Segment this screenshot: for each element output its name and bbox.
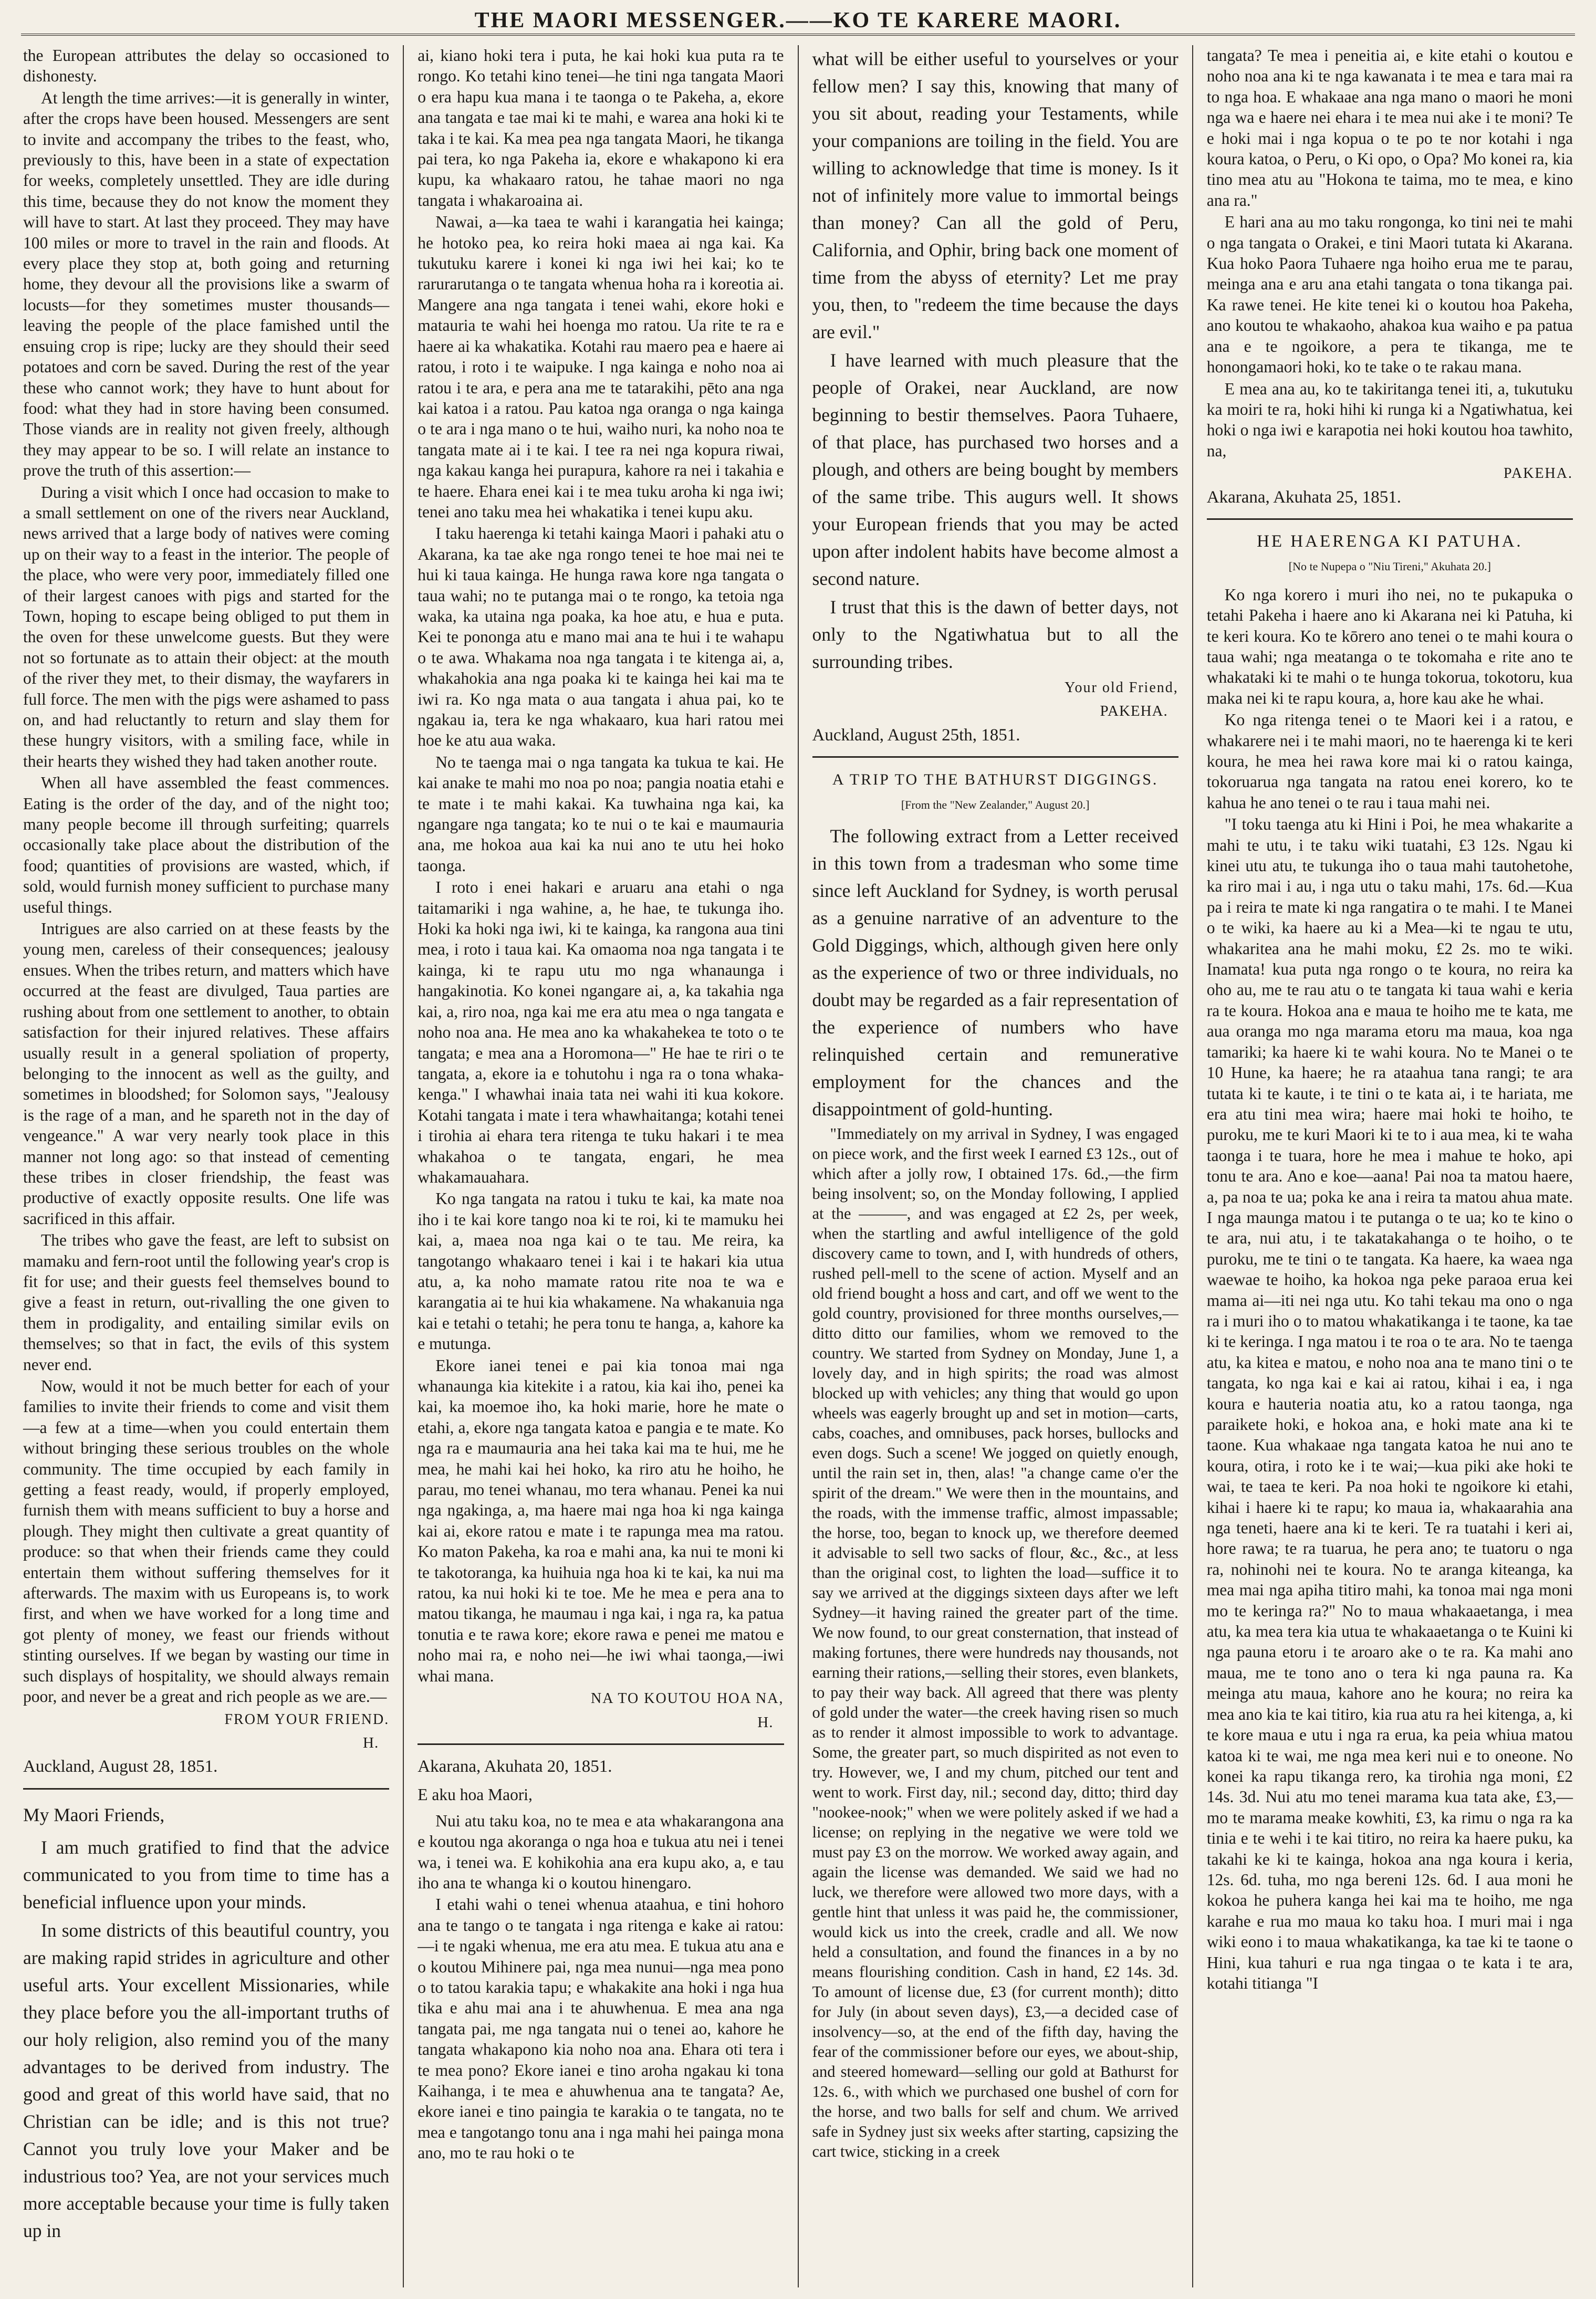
paragraph: I trust that this is the dawn of better days, not only to the Ngatiwhatua but to all the surrounding tribes. — [812, 597, 1178, 672]
paragraph: Now, would it not be much better for each of your families to invite their friends to come and visit them—a few at a time—when you could entertain them without bringing these serious troubles on the whole community. The time occupied by each family in getting a feast ready, would, if properly employed, furnish them with means sufficient to buy a horse and plough. They might then cultivate a great quantity of produce: so that when their friends came they could entertain them without suffering themselves for it afterwards. The maxim with us Europeans is, to work first, and when we have worked for a long time and got plenty of money, we feast our friends without stinting ourselves. If we began by wasting our time in such displays of hospitality, we should always remain poor, and never be a great and rich people as we are.— — [23, 1377, 390, 1706]
paragraph: Ko nga korero i muri iho nei, no te pukapuka o tetahi Pakeha i haere ano ki Akarana nei ki Patuha, ki te keri koura. Ko te kōrero ano tenei o te mahi koura o taua wahi; nga meatanga o te tokomaha e rite ano te whakataki ki te mahi o te hunga tokorua, tokotoru, kua maka nei ki te rapu koura, a, hore kau ake he whai. — [1206, 585, 1573, 707]
dateline: Auckland, August 28, 1851. — [23, 1757, 218, 1776]
dateline: Akarana, Akuhata 20, 1851. — [418, 1757, 612, 1776]
salutation: My Maori Friends, — [23, 1804, 165, 1825]
paragraph: tangata? Te mea i peneitia ai, e kite etahi o koutou e noho noa ana ki te nga kawanata i te mea e tara mai ra to nga hoa. E whakaae ana nga mano o maori he moni nga wa e haere nei ehara i te mea nui ake i te moni? Te e hoki mai i nga kopua o te po te nor kotahi i nga koura katoa, o Peru, o Ki opo, o Opa? Mo konei ra, kia tino mea atu au "Hokona te taima, mo te mea, e kino ana ra." — [1206, 46, 1573, 210]
paragraph: During a visit which I once had occasion to make to a small settlement on one of the rivers near Auckland, news arrived that a large body of natives were coming up on their way to a feast in the interior. The people of the place, who were very poor, immediately filled one of their largest canoes with pigs and started for the Town, hoping to escape being obliged to put them in the oven for these unwelcome guests. But they were not so fortunate as to attain their object: at the mouth of the river they met, to their dismay, the wayfarers in full force. The men with the pigs were ashamed to pass on, and had reluctantly to return and slay them for these hungry visitors, with a smiling face, while in their hearts they wished they had taken another route. — [23, 483, 390, 770]
paragraph: The tribes who gave the feast, are left to subsist on mamaku and fern-root until the following year's crop is fit for use; and their guests feel themselves bound to give a feast in return, out-rivalling the one given to them in prodigality, and entailing similar evils on themselves; so that in fact, the evils of this system never end. — [23, 1231, 390, 1374]
columns — [21, 45, 1575, 2287]
signature-name: H. — [757, 1713, 774, 1731]
signature: FROM YOUR FRIEND. — [224, 1711, 390, 1728]
paragraph: I roto i enei hakari e aruaru ana etahi o nga taitamariki i nga wahine, a, he hae, te tukunga iho. Hoki ka hoki nga iwi, ki te kainga, ka rangona aua tini mea, i roto i taua kai. Ka omaoma noa nga tangata i te kainga, ki te rapu utu mo nga whanaunga i hangakinotia. Ko konei ngangare ai, a, ka takahia nga kai, a, riro noa, nga kai me era atu mea o nga tangata e noho noa ana. He mea ano ka whakahekea te toto o te tangata; e mea ana a Horomona—" He hae te riri o te tangata, a, ekore ia e tohutohu i nga ra o tona whaka-kenga." I whawhai inaia tata nei wahi iti kua kokore. Kotahi tangata i mate i tera whawhaitanga; kotahi tenei i tirohia ai ehara tera ritenga te tuku hakari i te mea whakahoa o te tangata, engari, he mea whakamauahara. — [418, 878, 784, 1186]
paragraph: E hari ana au mo taku rongonga, ko tini nei te mahi o nga tangata o Orakei, e tini Maori tutata ki Akarana. Kua hoko Paora Tuhaere nga hoiho erua me te parau, meinga ana e aru ana etahi tangata o tona tikanga pai. Ka rawe tenei. He kite tenei ki o koutou hoa Pakeha, ano koutou te whakaoho, ahakoa kua waiho e pa patua ana e te ngoikore, a pera te tikanga, me te honongamaori hoki, ko te take o te rakau mana. — [1206, 213, 1573, 377]
paragraph: I etahi wahi o tenei whenua ataahua, e tini hohoro ana te tango o te tangata i nga ritenga e kake ai ratou:—i te ngaki whenua, me era atu mea. E tukua atu ana e o koutou Mihinere pai, nga mea nunui—nga mea pono o to tatou karakia tapu; e whakakite ana hoki i nga hua tika e ahu mai ana i te ahuwhenua. E mea ana nga tangata pai, me nga tangata nui o tenei ao, kahore he tangata whakapono kia noho noa ana. Ehara oti tera i te mea pono? Ekore ianei e tino aroha ngakau ki tona Kaihanga, i te mea e ahuwhenua ana te tangata? Ae, ekore ianei e tino paingia te karakia o te tangata, no te mea e tangotango tonu ana i nga mahi hei painga mona ano, mo te rau hoki o te — [418, 1895, 784, 2162]
paragraph: Nawai, a—ka taea te wahi i karangatia hei kainga; he hotoko pea, ko reira hoki maea ai nga kai. Ka tukutuku karere i konei ki nga iwi hei kai; ko te rarurarutanga o te tangata whenua hoha ra i koreotia ai. Mangere ana nga tangata i tenei wahi, ekore hoki e matauria te wahi hei hoenga mo ratou. Ua rite te ra e haere ai ka whakatika. Kotahi rau maero pea e haere ai ratou, i roto i te waipuke. I nga kainga e noho noa ai ratou i te ara, e pera ana me te tatarakihi, pēto ana nga kai katoa i a ratou. Pau katoa nga oranga o nga kainga o te ara i nga mano o te hui, waiho nuri, ka noho noa te tangata mate ai i te kai. I tee ra nei nga kopura riwai, nga kakau kanga hei purapura, kahore ra nei i takahia e te haere. Ehara enei kai i te mea tuku aroha ki nga iwi; tenei ano taku mea hei whakatika i tenei kupu aku. — [418, 213, 784, 521]
paragraph: the European attributes the delay so occasioned to dishonesty. — [23, 46, 390, 86]
column-2 — [404, 45, 798, 2287]
signature-name: PAKEHA. — [1100, 703, 1168, 720]
paragraph: what will be either useful to yourselves or your fellow men? I say this, knowing that many of you sit about, reading your Testaments, while your companions are toiling in the field. You are willing to acknowledge that time is money. Is it not of infinitely more value to immortal beings than money? Can all the gold of Peru, California, and Ophir, bring back one moment of time from the abyss of eternity? Let me pray you, then, to "redeem the time because the days are evil." — [812, 48, 1178, 342]
paragraph: Intrigues are also carried on at these feasts by the young men, careless of their consequences; jealousy ensues. When the tribes return, and matters which have occurred at the feast are divulged, Taua parties are rushing about from one settlement to another, to obtain satisfaction for their injured relatives. These affairs usually result in a general spoliation of property, belonging to the innocent as well as the guilty, and sometimes in bloodshed; for Solomon says, "Jealousy is the rage of a man, and he spareth not in the day of vengeance." A war very nearly took place in this manner not long ago: so that instead of cementing these tribes in closer friendship, the feast was productive of exactly opposite results. One life was sacrificed in this affair. — [23, 919, 390, 1228]
article-source: [No te Nupepa o "Niu Tireni," Akuhata 20.] — [1288, 560, 1491, 573]
paragraph: The following extract from a Letter received in this town from a tradesman who some time since left Auckland for Sydney, is worth perusal as a genuine narrative of an adventure to the Gold Diggings, which, although given here only as the experience of two or three individuals, no doubt may be regarded as a fair representation of the experience of numbers who have relinquished certain and remunerative employment for the chances and the disappointment of gold-hunting. — [812, 825, 1178, 1120]
section-rule — [812, 756, 1178, 758]
dateline: Auckland, August 25th, 1851. — [812, 725, 1020, 745]
paragraph: When all have assembled the feast commences. Eating is the order of the day, and of the night too; many people become ill through surfeiting; quarrels occasionally take place about the distribution of the food; quantities of provisions are wasted, which, if sold, would furnish money sufficient to purchase many useful things. — [23, 774, 390, 916]
section-rule — [23, 1788, 389, 1790]
masthead: THE MAORI MESSENGER.——KO TE KARERE MAORI. — [21, 7, 1575, 36]
column-3 — [799, 45, 1193, 2287]
signature: Your old Friend, — [1065, 680, 1178, 696]
signature-name: H. — [363, 1734, 379, 1751]
paragraph: At length the time arrives:—it is generally in winter, after the crops have been housed. Messengers are sent to invite and accompany the tribes to the feast, who, previously to this, have been in a state of expectation for weeks, completely unsettled. They are idle during this time, because they do not know the moment they will have to start. At last they proceed. They may have 100 miles or more to travel in the rain and floods. At every place they stop at, both going and returning home, they devour all the provisions like a swarm of locusts—for they sometimes muster thousands—leaving the people of the place famished until the ensuing crop is ripe; lucky are they should their seed potatoes and corn be saved. During the rest of the year these who cannot work; they have to hunt about for food: what they had in store having been consumed. Those viands are in reality not given freely, although they may appear to be so. I will relate an instance to prove the truth of this assertion:— — [23, 88, 390, 480]
paragraph: In some districts of this beautiful country, you are making rapid strides in agriculture and other useful arts. Your excellent Missionaries, while they place before you the all-important truths of our holy religion, also remind you of the many advantages to be derived from industry. The good and great of this world have said, that no Christian can be idle; and is this not true? Cannot you truly love your Maker and be industrious too? Yea, are not your services much more acceptable because your time is fully taken up in — [23, 1919, 390, 2241]
article-source: [From the "New Zealander," August 20.] — [901, 798, 1090, 811]
paragraph: "Immediately on my arrival in Sydney, I was engaged on piece work, and the first week I earned £3 12s., out of which after a jolly row, I obtained 17s. 6d.,—the firm being insolvent; so, on the Monday following, I applied at the ———, and was engaged at £2 2s, per week, when the startling and awful intelligence of the gold discovery came to town, and I, with hundreds of others, rushed pell-mell to the scene of action. Myself and an old friend bought a hoss and cart, and off we went to the gold country, provisioned for three months ourselves,—ditto ditto our families, whom we removed to the country. We started from Sydney on Monday, June 1, a lovely day, and in high spirits; the road was almost blocked up with vehicles; any thing that would go upon wheels was eagerly brought up and set in motion—carts, cabs, coaches, and omnibuses, pack horses, bullocks and even dogs. Such a scene! We jogged on quietly enough, until the rain set in, then, alas! "a change came o'er the spirit of the dream." We were then in the mountains, and the roads, with the immense traffic, almost impassable; the horse, too, began to knock up, we therefore deemed it advisable to sell two sacks of flour, &c., &c., at less than the original cost, to lighten the load—suffice it to say we arrived at the diggings sixteen days after we left Sydney—it having rained the greater part of the time. We now found, to our great consternation, that instead of making fortunes, there were hundreds nay thousands, not earning their rations,—selling their stores, even blankets, to pay their way back. All agreed that there was plenty of gold under the water—the creek having risen so much as to render it almost impossible to work to advantage. Some, the greater part, so much dispirited as not even to try. However, we, I and my chum, pitched our tent and went to work. First day, nil.; second day, ditto; third day "nookee-nook;" when we were politely asked if we had a license; on replying in the negative we were told we must pay £3 on the morrow. We worked away again, and again the license was demanded. We said we had no luck, we therefore were allowed two more days, with a gentle hint that unless it was paid he, the commissioner, would kick us into the creek, cradle and all. We now held a consultation, and found the finances in a by no means flourishing condition. Cash in hand, £2 14s. 3d. To amount of license due, £3 (for current month); ditto for July (in about seven days), £3,—a decided case of insolvency—so, at the end of the fifth day, having the fear of the commissioner before our eyes, we about-ship, and steered homeward—selling our gold at Bathurst for 12s. 6., with which we purchased one bushel of corn for the horse, and two balls for self and chum. We arrived safe in Sydney just six weeks after starting, capsizing the cart twice, sticking in a creek — [812, 1125, 1178, 2161]
column-1 — [21, 45, 404, 2287]
paragraph: Ko nga ritenga tenei o te Maori kei i a ratou, e whakarere nei i te mahi maori, no te haerenga ki te keri koura, he mea hei rawa kore mai ki o ratou kainga, tokoruarua nga tangata na ratou enei korero, ko te kahua he ano tenei o te rau i taua mahi nei. — [1206, 710, 1573, 812]
column-4 — [1193, 45, 1575, 2287]
salutation: E aku hoa Maori, — [418, 1785, 533, 1804]
section-rule — [1207, 518, 1573, 520]
paragraph: I have learned with much pleasure that the people of Orakei, near Auckland, are now beginning to bestir themselves. Paora Tuhaere, of that place, has purchased two horses and a plough, and others are being bought by members of the same tribe. This augurs well. It shows your European friends that you may be acted upon after indolent habits have become almost a second nature. — [812, 350, 1178, 589]
paragraph: Nui atu taku koa, no te mea e ata whakarangona ana e koutou nga akoranga o nga hoa e tukua atu nei i tenei wa, i tenei wa. E kohikohia ana era kupu ako, a, e tau iho ana te whanga ki o koutou hinengaro. — [418, 1811, 784, 1892]
paragraph: Ko nga tangata na ratou i tuku te kai, ka mate noa iho i te kai kore tango noa ki te roi, ki te mamuku hei kai, a, maea noa nga kai o te tau. Me reira, ka tangotango whakaaro tenei i kai i te hakari kia utua atu, a, ka noho mamate ratou rite noa te wa e karangatia ai te hui kia whakamene. Na whakanuia nga kai e tetahi o tetahi; he pera tonu te hanga, a, kahore ka e mutunga. — [418, 1189, 784, 1353]
paragraph: Ekore ianei tenei e pai kia tonoa mai nga whanaunga kia kitekite i a ratou, kia kai iho, penei ka kai, ka moemoe iho, ka hoki marie, hore he mate o etahi, a, ekore nga tangata katoa e pangia e te mate. Ko nga ra e maumauria ana hei taka kai ma te hui, me he mea, he mahi kai hei hoko, ka riro atu he hoiho, he parau, mo tenei whanau, mo tera whanau. Penei ka nui nga ngakinga, a, ma haere mai nga hoa ki nga kainga kai ai, ekore ratou e mate i te rapunga mea ma ratou. Ko maton Pakeha, ka roa e mahi ana, ka nui te moni ki te takotoranga, ka huihuia nga hoa ki te kai, ka nui ma ratou, ka nui hoki ki te toe. Me he mea e pera ana to matou tikanga, he maumau i nga kai, i nga ra, ka patua tonutia e te rawa kore; ekore rawa e penei me matou e noho mai ra, e noho nei—he iwi whai taonga,—iwi whai mana. — [418, 1356, 784, 1685]
paragraph: "I toku taenga atu ki Hini i Poi, he mea whakarite a mahi te utu, i te taku wiki tuatahi, £3 12s. Ngau ki kinei utu atu, te tukunga iho o taua mahi tautohetohe, ka riro mai i au, i nga utu o taku mahi, 17s. 6d.—Kua pa i reira te mate ki nga rangatira o te mahi. I te Manei o te wiki, ka haere au ki a Mea—ki te ngau te utu, whakaritea ana he mahi moku, £2 2s. mo te wiki. Inamata! kua puta nga rongo o te koura, no reira ka oho au, me te rau atu o te tangata ki taua wahi e keria ra te koura. Hokoa ana e maua te hoiho me te kata, me aua oranga mo nga marama etoru ma maua, koa nga tamariki; ka haere ki te wahi koura. No te Manei o te 10 Hune, ka haere; he ra ataahua tana rangi; te ara tutata ki te kaute, i te tini o te kata ai, i te hariata, me era atu tini mea wira; haere mai hoki te hoiho, te puroku, me te kuri Maori ki te to i aua mea, ki te waha taonga i te tuara, hore he mea i mahue te hoko, api tonu te ara. Ano e koe—aana! Pai noa ta matou haere, a, pa noa te ua; poka ke ana i reira ta matou ahua mate. I nga maunga matou i te putanga o te ua; ko te kino o te ara, nui atu, i te takatakahanga o te hoiho, o te puroku, me te tini o te tangata. Ka haere, ka waea nga waewae te hoiho, ka hokoa nga peke paraoa erua kei mama ai—iti nei nga utu. Ko tahi tekau ma ono o nga ra i muri iho o to matou whakatikanga i te taone, ka tae ki te keringa. I nga matou i te roa o te ara. No te taenga atu, ka kitea e matou, e noho noa ana te mano tini o te tangata, ko nga kai e kai ai ratou, kihai i ea, i nga koura e hauteria noatia atu, ko a ratou taonga, nga paraikete hoki, e hokoa ana, e hoki mate ana ki te taone. Kua whakaae nga tangata katoa he nui ano te koura, otira, i roto ke i te wai;—kua piki ake hoki te wai, te taea te keri. Pa noa hoki te ngoikore ki etahi, kihai i haere ki te rapu; ko maua ia, whakaarahia ana nga teneti, haere ana ki te keri. Te ra tuatahi i keri ai, hore rawa; te ra tuarua, he pera ano; te tuatoru o nga ra, nohinohi nei te koura. No te aranga kiteanga, ka mea mai nga apiha titiro mahi, ka tonoa mai nga moni mo te keringa ra?" No to maua whakaaetanga, i mea atu, ka mea tera kia utua te whakaaetanga o te Kuini ki nga pauna etoru i te aroaro ake o te ra. Ka mahi ano maua, me te tono ano o tera ki nga pauna ra. Ka meinga atu maua, kahore ano he koura; no reira ka mea ano kia te kai titiro, kia rua atu ra hei kitenga, a, ki te kore maua e utu i nga ra erua, ka peia whiua matou katoa ki te wai, me nga mea keri nui e to oneone. No konei ka rapu tikanga rero, ka tirohia nga moni, £2 14s. 3d. Nui atu mo tenei marama kua tata ake, £3,—mo te marama meake kowhiti, £3, ka rimu o nga ra ka tinia e te wehi i te kai titiro, no reira ka haere puku, ka takahi ke ki te kainga, hokoa ana nga koura i keria, 12s. 6d. tuha, mo nga bereni 12s. 6d. I aua moni he kokoa he puhera kanga hei kai ma te hoiho, me nga karahe e rua mo maua ko taku hoa. I muri mai i nga wiki eono i to maua whakatikanga, ka tae ki te taone o Hini, kua tahuri e rua nga tingaa o te kata i te ara, kotahi titianga "I — [1206, 815, 1573, 1992]
article-heading: HE HAERENGA KI PATUHA. — [1257, 531, 1523, 551]
dateline: Akarana, Akuhata 25, 1851. — [1206, 487, 1401, 507]
article-heading: A TRIP TO THE BATHURST DIGGINGS. — [832, 771, 1159, 789]
signature: NA TO KOUTOU HOA NA, — [591, 1690, 784, 1707]
paragraph: ai, kiano hoki tera i puta, he kai hoki kua puta ra te rongo. Ko tetahi kino tenei—he tini nga tangata Maori o era hapu kua mana i te taonga o te Pakeha, a, ekore ana tangata e tae mai ki te mahi, e warea ana hoki ki te taka i te kai. Ka mea pea nga tangata Maori, he tikanga pai tera, ko nga Pakeha ia, ekore e whakapono ki era kupu, ka whakaaro ratou, he tahae maori no nga tangata i whakaroaina ai. — [418, 46, 784, 210]
section-rule — [418, 1743, 784, 1745]
signature: PAKEHA. — [1504, 465, 1573, 482]
paragraph: I am much gratified to find that the advice communicated to you from time to time has a beneficial influence upon your minds. — [23, 1836, 390, 1913]
paragraph: No te taenga mai o nga tangata ka tukua te kai. He kai anake te mahi mo noa po noa; pangia noatia etahi e te mate i te mahi kakai. Ka tuwhaina nga kai, ka ngangare nga tangata; ko te nui o te kai e maumauria ana, me hokoa aua kai ka nui ano te utu hei hoko taonga. — [418, 753, 784, 875]
paragraph: I taku haerenga ki tetahi kainga Maori i pahaki atu o Akarana, ka tae ake nga rongo tenei te hoe mai nei te hui ki taua kainga. He hunga rawa kore nga tangata o taua wahi; no te putanga mai o te rongo, ka tetoia nga waka, ka utaina nga poaka, ka hoe atu, e hua e puta. Kei te pononga atu e mano mai ana te hui i te wahapu o te awa. Whakama noa nga tangata i te kitenga ai, a, whakahokia ana nga poaka ki te kainga hei kai ma te iwi ra. Ko nga mata o aua tangata i ahua pai, ko te ngakau ia, tera ke nga whakaaro, kua hari ratou mei hoe ke atu aua waka. — [418, 524, 784, 750]
paragraph: E mea ana au, ko te takiritanga tenei iti, a, tukutuku ka moiri te ra, hoki hihi ki runga ki a Ngatiwhatua, kei hoki o nga iwi e karapotia nei hoki koutou hoa tawhito, na, — [1206, 379, 1573, 460]
